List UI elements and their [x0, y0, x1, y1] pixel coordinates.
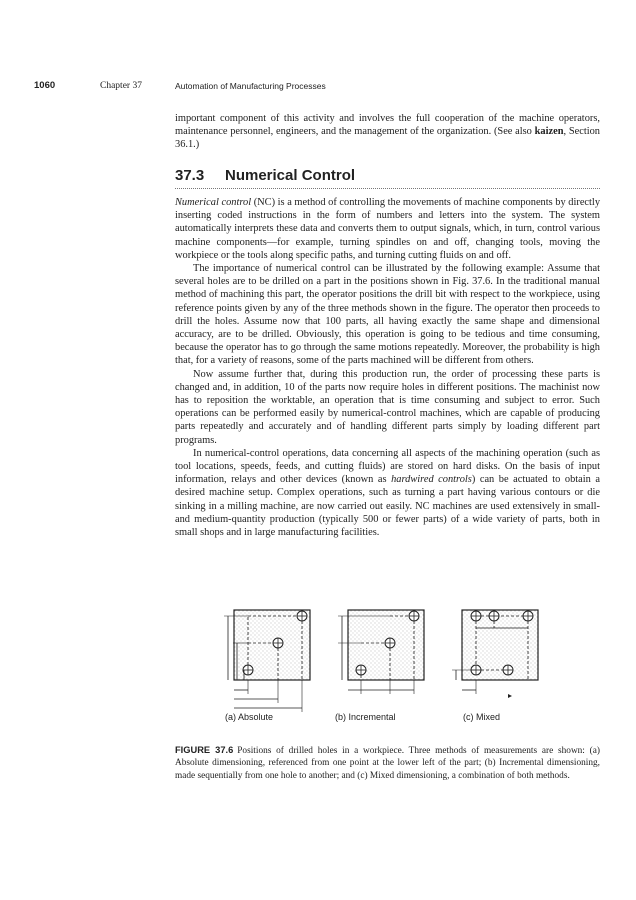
running-header	[34, 79, 604, 93]
hole-icon	[385, 638, 395, 648]
chapter-label: Chapter 37	[100, 81, 142, 91]
hole-icon	[273, 638, 283, 648]
paragraph-3: Now assume further that, during this production run, the order of processing these parts is changed and, in addition, 10 of the parts now require holes in different positions. The machinist now has to reposition the worktable, an operation that is time consuming and subject to error. Such operations can be performed easily by numerical-control machines, which are capable of producing parts repeatedly and accurately and of handling different parts simply by loading different part programs.	[175, 368, 600, 446]
figure-panel-labels	[175, 712, 600, 726]
page-number: 1060	[34, 80, 56, 91]
panel-label-mixed: (c) Mixed	[463, 712, 501, 722]
section-title: Numerical Control	[225, 167, 356, 184]
panel-mixed	[452, 610, 538, 698]
hole-icon	[297, 611, 307, 621]
section-body	[175, 196, 600, 539]
figure-caption	[175, 744, 600, 782]
panel-absolute	[224, 610, 310, 712]
hole-icon	[471, 611, 481, 621]
intro-paragraph: important component of this activity and involves the full cooperation of the machine operators, maintenance personnel, engineers, and the management of the organization. (See also kaizen, Section 36.1.)	[175, 113, 600, 151]
panel-label-absolute: (a) Absolute	[225, 712, 274, 722]
hole-icon	[523, 611, 533, 621]
paragraph-2: The importance of numerical control can be illustrated by the following example: Assume that several holes are to be drilled on a part in the positions shown in Fig. 37.6. In the traditional manual method of machining this part, the operator positions the drill bit with respect to the workpiece, using reference points given by any of the three methods shown in the figure. The operator then proceeds to drill the holes. Assume now that 100 parts, all having exactly the same shape and dimensional accuracy, are to be drilled. Obviously, this operation is going to be tedious and time consuming, because the operator has to go through the same motions repeatedly. Moreover, the probability is high that, for a variety of reasons, some of the parts machined will be different from others.	[175, 263, 600, 367]
figure-37-6-drawing	[218, 606, 558, 726]
hole-icon	[356, 665, 366, 675]
figure-caption-text: Positions of drilled holes in a workpiece. Three methods of measurements are shown: (a) Absolute dimensioning, referenced from one point at the lower left of the part; (b) Incremental dimensioning, made sequentially from one hole to another; and (c) Mixed dimensioning, a combination of both methods.	[175, 746, 600, 781]
paragraph-4: In numerical-control operations, data concerning all aspects of the machining operation (such as tool locations, speeds, feeds, and cutting fluids) are stored on hard disks. On the basis of input information, relays and other devices (known as hardwired controls) can be actuated to obtain a desired machine setup. Complex operations, such as turning a part having various contours or die sinking in a milling machine, are now carried out easily. NC machines are used extensively in small- and medium-quantity production (typically 500 or fewer parts) of a wide variety of parts, both in small shops and in large manufacturing facilities.	[175, 447, 600, 539]
hole-icon	[503, 665, 513, 675]
section-number: 37.3	[175, 167, 205, 184]
hole-icon	[489, 611, 499, 621]
figure-label: FIGURE 37.6	[175, 745, 234, 755]
panel-label-incremental: (b) Incremental	[335, 712, 396, 722]
hole-icon	[243, 665, 253, 675]
term-numerical-control: Numerical control	[175, 197, 252, 208]
panel-incremental	[338, 610, 424, 694]
section-heading	[175, 166, 600, 189]
kaizen-term: kaizen	[534, 126, 564, 138]
paragraph-1: Numerical control (NC) is a method of controlling the movements of machine components by directly inserting coded instructions in the form of numbers and letters into the system. The system automatically interprets these data and converts them to output signals, which, in turn, control various machine components—for example, turning spindles on and off, changing tools, moving the workpiece or the tools along specific paths, and turning cutting fluids on and off.	[175, 197, 601, 261]
hole-icon	[409, 611, 419, 621]
chapter-title: Automation of Manufacturing Processes	[175, 81, 326, 91]
term-hardwired-controls: hardwired controls	[391, 474, 472, 486]
